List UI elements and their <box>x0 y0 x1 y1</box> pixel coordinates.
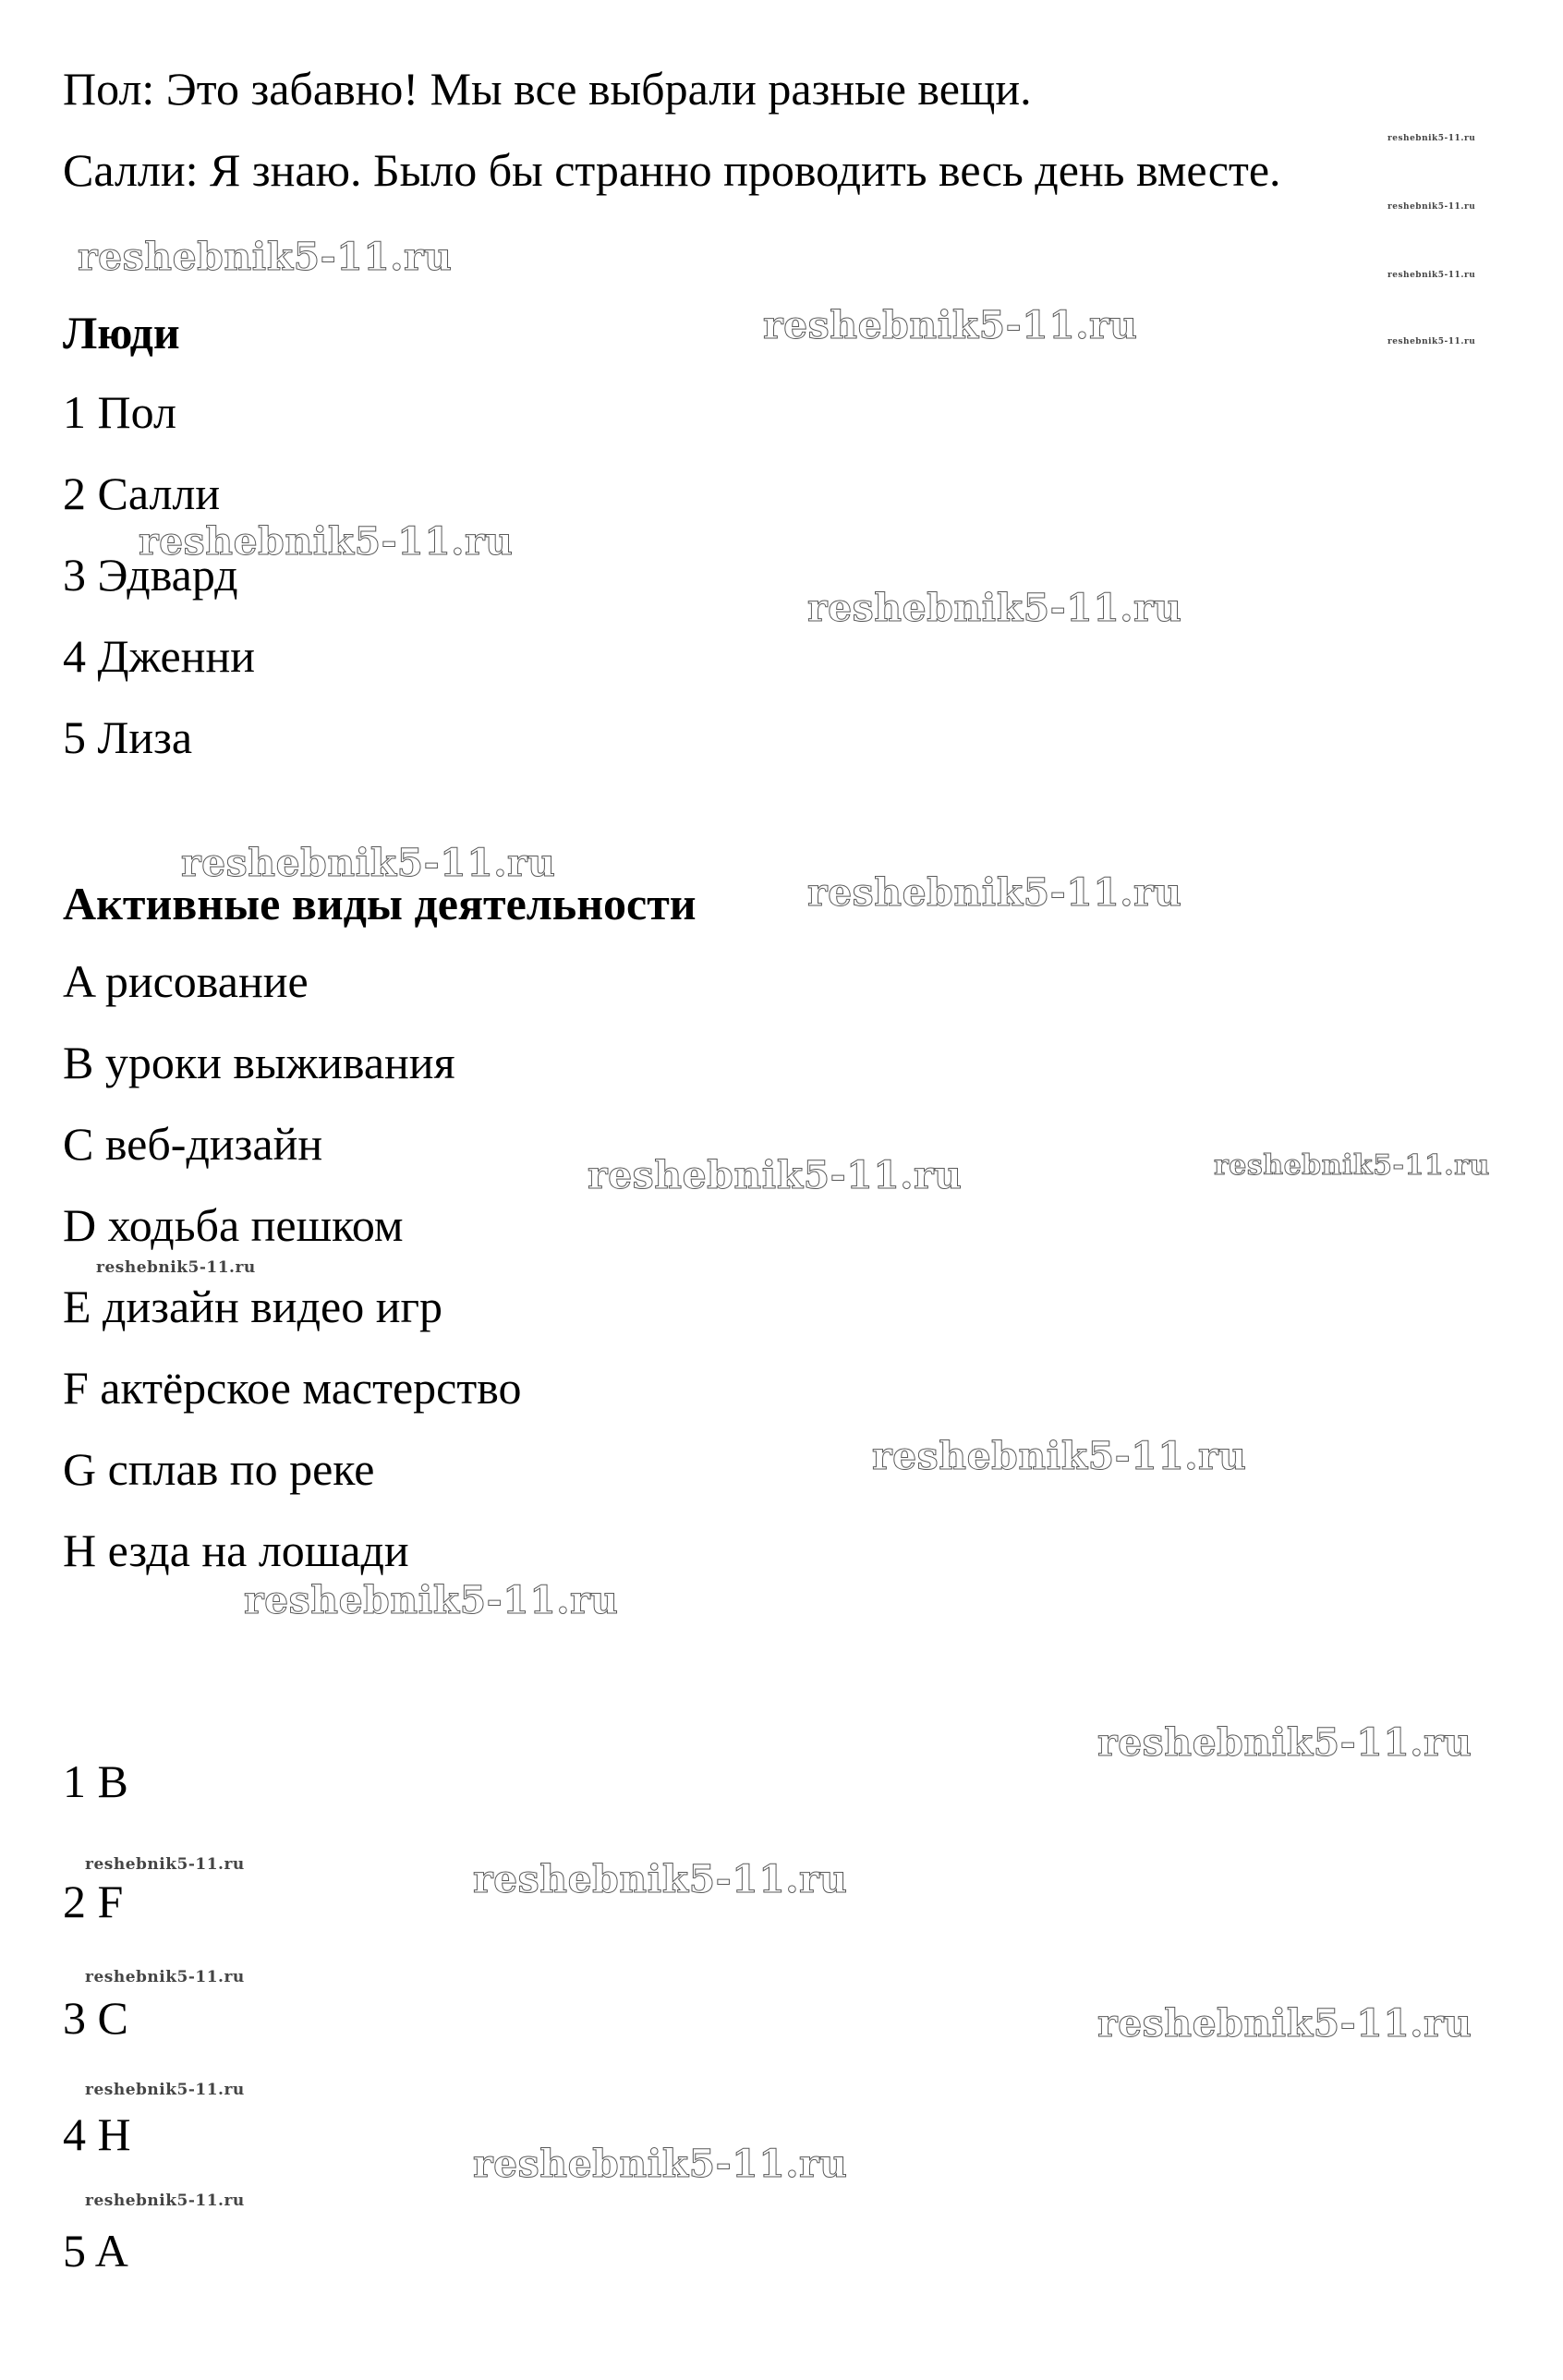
watermark: reshebnik5-11.ru <box>807 586 1182 630</box>
watermark: reshebnik5-11.ru <box>85 1968 245 1986</box>
dialogue-line-2: Салли: Я знаю. Было бы странно проводить весь день вместе. <box>63 144 1281 196</box>
watermark: reshebnik5-11.ru <box>473 2142 848 2186</box>
watermark: reshebnik5-11.ru <box>85 2192 245 2210</box>
people-item: 4 Дженни <box>63 630 255 682</box>
watermark: reshebnik5-11.ru <box>1097 2001 1472 2046</box>
watermark: reshebnik5-11.ru <box>473 1857 848 1901</box>
answer-item: 2 F <box>63 1876 124 1927</box>
activity-item: A рисование <box>63 955 309 1007</box>
activity-item: C веб-дизайн <box>63 1118 323 1170</box>
watermark: reshebnik5-11.ru <box>96 1258 256 1277</box>
watermark: reshebnik5-11.ru <box>1387 202 1476 212</box>
watermark: reshebnik5-11.ru <box>807 870 1182 915</box>
activity-item: B уроки выживания <box>63 1037 455 1088</box>
watermark: reshebnik5-11.ru <box>872 1434 1247 1478</box>
watermark: reshebnik5-11.ru <box>85 2081 245 2099</box>
watermark: reshebnik5-11.ru <box>1214 1149 1490 1182</box>
watermark: reshebnik5-11.ru <box>763 303 1138 347</box>
people-item: 5 Лиза <box>63 711 193 763</box>
activity-item: F актёрское мастерство <box>63 1362 522 1414</box>
watermark: reshebnik5-11.ru <box>85 1855 245 1874</box>
answer-item: 5 A <box>63 2225 128 2277</box>
dialogue-line-1: Пол: Это забавно! Мы все выбрали разные вещи. <box>63 63 1032 115</box>
activities-heading: Активные виды деятельности <box>63 878 697 929</box>
watermark: reshebnik5-11.ru <box>1097 1720 1472 1765</box>
people-item: 1 Пол <box>63 386 176 438</box>
answer-item: 1 B <box>63 1755 128 1807</box>
watermark: reshebnik5-11.ru <box>588 1153 963 1197</box>
people-heading: Люди <box>63 307 180 358</box>
activity-item: G сплав по реке <box>63 1443 375 1495</box>
watermark: reshebnik5-11.ru <box>244 1578 619 1622</box>
watermark: reshebnik5-11.ru <box>139 519 514 564</box>
watermark: reshebnik5-11.ru <box>1387 337 1476 346</box>
watermark: reshebnik5-11.ru <box>78 235 453 279</box>
answer-item: 3 C <box>63 1992 128 2044</box>
activity-item: H езда на лошади <box>63 1524 409 1576</box>
activity-item: D ходьба пешком <box>63 1199 404 1251</box>
watermark: reshebnik5-11.ru <box>1387 271 1476 280</box>
watermark: reshebnik5-11.ru <box>1387 134 1476 143</box>
people-item: 3 Эдвард <box>63 549 238 601</box>
activity-item: E дизайн видео игр <box>63 1281 442 1332</box>
answer-item: 4 H <box>63 2108 131 2160</box>
people-item: 2 Салли <box>63 468 221 519</box>
watermark: reshebnik5-11.ru <box>181 841 556 885</box>
